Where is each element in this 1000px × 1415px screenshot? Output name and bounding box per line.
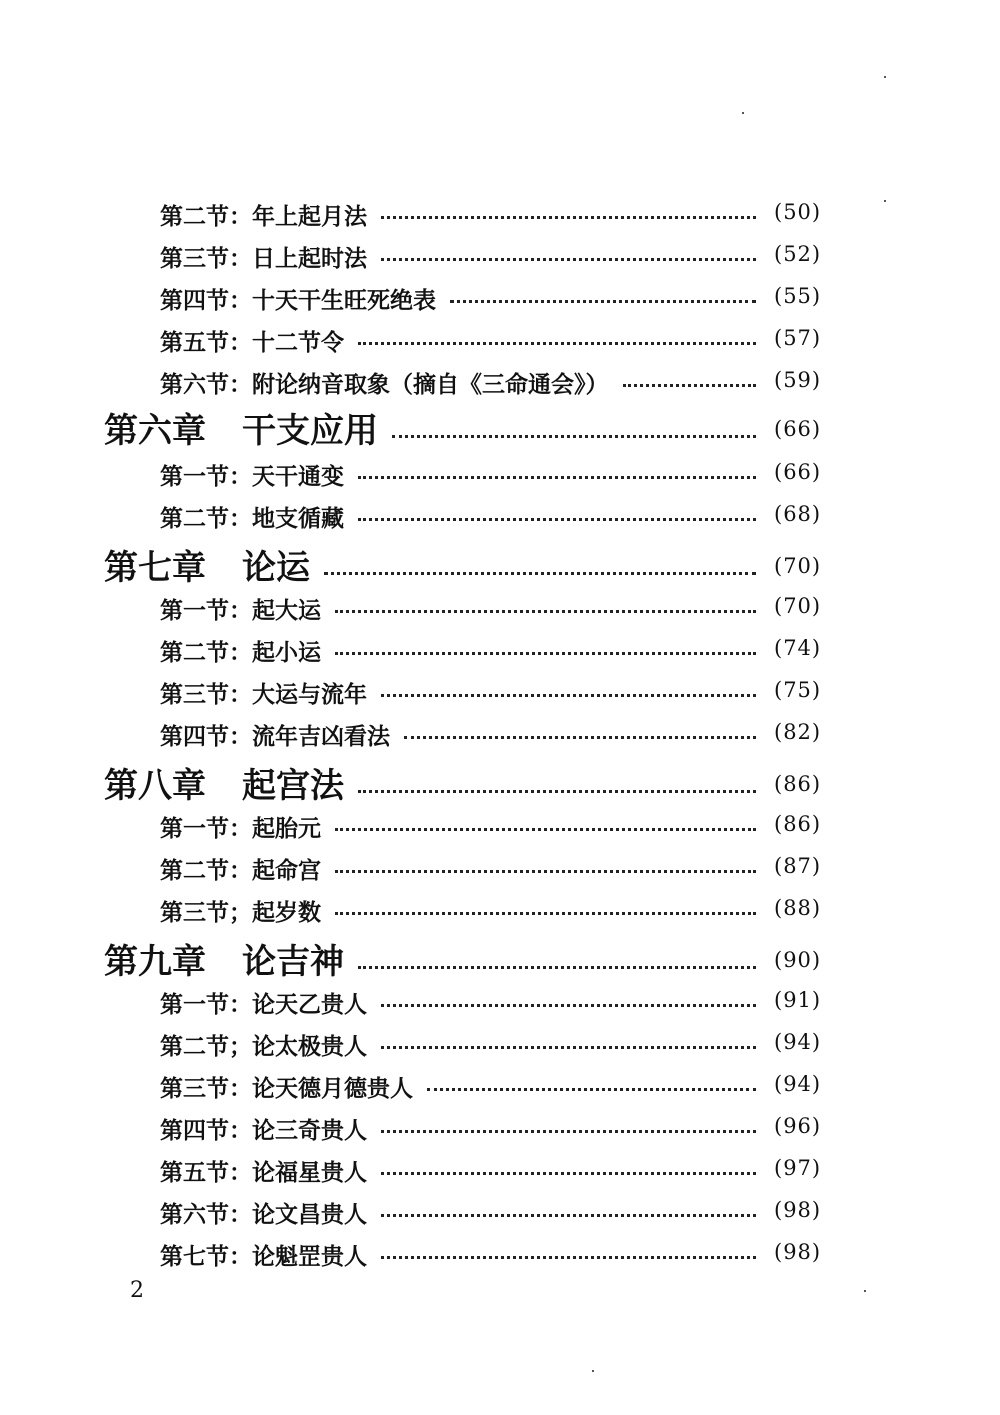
chapter-heading	[104, 758, 344, 807]
chapter-heading	[104, 403, 378, 452]
page-reference: (75)	[774, 678, 822, 702]
leader-dots	[392, 435, 756, 438]
scan-speck	[864, 1290, 866, 1292]
scan-speck	[884, 76, 886, 78]
page-reference: (57)	[774, 326, 822, 350]
leader-dots	[335, 912, 756, 915]
chapter-title: 论吉神	[242, 942, 344, 982]
page-reference: (94)	[774, 1072, 822, 1096]
page-reference: (55)	[774, 284, 822, 308]
section-title: 第五节：论福星贵人	[160, 1160, 367, 1186]
toc-chapter-entry[interactable]	[0, 934, 1000, 982]
section-title: 第五节：十二节令	[160, 330, 344, 356]
section-title: 第二节；论太极贵人	[160, 1034, 367, 1060]
chapter-title: 论运	[242, 548, 310, 588]
section-title: 第一节：起胎元	[160, 816, 321, 842]
page-reference: (82)	[774, 720, 822, 744]
leader-dots	[335, 828, 756, 831]
toc-section-entry[interactable]	[0, 886, 1000, 930]
section-title: 第三节；起岁数	[160, 900, 321, 926]
section-title: 第二节：起命宫	[160, 858, 321, 884]
chapter-title: 干支应用	[242, 411, 378, 451]
toc-section-entry[interactable]	[0, 710, 1000, 754]
chapter-number: 第八章	[104, 766, 206, 806]
leader-dots	[427, 1088, 756, 1091]
section-title: 第六节：论文昌贵人	[160, 1202, 367, 1228]
toc-section-entry[interactable]	[0, 584, 1000, 628]
toc-section-entry[interactable]	[0, 668, 1000, 712]
leader-dots	[335, 652, 756, 655]
section-title: 第四节：十天干生旺死绝表	[160, 288, 436, 314]
toc-chapter-entry[interactable]	[0, 758, 1000, 806]
page-reference: (98)	[774, 1198, 822, 1222]
page-reference: (66)	[774, 417, 822, 441]
leader-dots	[358, 790, 756, 793]
leader-dots	[335, 870, 756, 873]
toc-section-entry[interactable]	[0, 844, 1000, 888]
page-reference: (70)	[774, 554, 822, 578]
section-title: 第一节：论天乙贵人	[160, 992, 367, 1018]
toc-section-entry[interactable]	[0, 274, 1000, 318]
toc-section-entry[interactable]	[0, 978, 1000, 1022]
leader-dots	[381, 1046, 756, 1049]
page-reference: (97)	[774, 1156, 822, 1180]
section-title: 第二节：年上起月法	[160, 204, 367, 230]
toc-section-entry[interactable]	[0, 1188, 1000, 1232]
toc-section-entry[interactable]	[0, 1146, 1000, 1190]
page-reference: (50)	[774, 200, 822, 224]
page-reference: (88)	[774, 896, 822, 920]
leader-dots	[381, 1214, 756, 1217]
section-title: 第三节：大运与流年	[160, 682, 367, 708]
leader-dots	[358, 966, 756, 969]
leader-dots	[358, 518, 756, 521]
toc-section-entry[interactable]	[0, 450, 1000, 494]
toc-section-entry[interactable]	[0, 358, 1000, 402]
section-title: 第四节：论三奇贵人	[160, 1118, 367, 1144]
page-reference: (98)	[774, 1240, 822, 1264]
section-title: 第二节：地支循藏	[160, 506, 344, 532]
page-reference: (52)	[774, 242, 822, 266]
toc-section-entry[interactable]	[0, 1020, 1000, 1064]
toc-section-entry[interactable]	[0, 1230, 1000, 1274]
toc-section-entry[interactable]	[0, 802, 1000, 846]
chapter-heading	[104, 540, 310, 589]
leader-dots	[381, 258, 756, 261]
leader-dots	[450, 300, 756, 303]
section-title: 第三节：日上起时法	[160, 246, 367, 272]
toc-chapter-entry[interactable]	[0, 540, 1000, 588]
toc-section-entry[interactable]	[0, 492, 1000, 536]
page-reference: (68)	[774, 502, 822, 526]
page-reference: (87)	[774, 854, 822, 878]
leader-dots	[335, 610, 756, 613]
toc-section-entry[interactable]	[0, 316, 1000, 360]
page-reference: (70)	[774, 594, 822, 618]
scan-speck	[884, 200, 886, 202]
toc-section-entry[interactable]	[0, 232, 1000, 276]
leader-dots	[381, 1004, 756, 1007]
toc-section-entry[interactable]	[0, 190, 1000, 234]
section-title: 第六节：附论纳音取象（摘自《三命通会》）	[160, 372, 609, 398]
leader-dots	[358, 342, 756, 345]
page-number: 2	[130, 1278, 144, 1303]
page-reference: (66)	[774, 460, 822, 484]
page-reference: (94)	[774, 1030, 822, 1054]
chapter-number: 第七章	[104, 548, 206, 588]
section-title: 第一节：天干通变	[160, 464, 344, 490]
section-title: 第七节：论魁罡贵人	[160, 1244, 367, 1270]
leader-dots	[381, 1256, 756, 1259]
leader-dots	[381, 694, 756, 697]
leader-dots	[381, 1172, 756, 1175]
chapter-heading	[104, 934, 344, 983]
page-reference: (96)	[774, 1114, 822, 1138]
page-reference: (86)	[774, 812, 822, 836]
leader-dots	[623, 384, 756, 387]
leader-dots	[404, 736, 756, 739]
page-reference: (90)	[774, 948, 822, 972]
leader-dots	[324, 572, 756, 575]
scan-speck	[592, 1370, 594, 1372]
section-title: 第四节：流年吉凶看法	[160, 724, 390, 750]
section-title: 第二节：起小运	[160, 640, 321, 666]
page-reference: (91)	[774, 988, 822, 1012]
section-title: 第一节：起大运	[160, 598, 321, 624]
chapter-title: 起宫法	[242, 766, 344, 806]
page-reference: (59)	[774, 368, 822, 392]
section-title: 第三节：论天德月德贵人	[160, 1076, 413, 1102]
leader-dots	[381, 1130, 756, 1133]
leader-dots	[358, 476, 756, 479]
toc-section-entry[interactable]	[0, 1104, 1000, 1148]
toc-chapter-entry[interactable]	[0, 403, 1000, 451]
page-reference: (74)	[774, 636, 822, 660]
scan-speck	[742, 112, 744, 114]
chapter-number: 第六章	[104, 411, 206, 451]
leader-dots	[381, 216, 756, 219]
page-reference: (86)	[774, 772, 822, 796]
toc-section-entry[interactable]	[0, 626, 1000, 670]
toc-section-entry[interactable]	[0, 1062, 1000, 1106]
chapter-number: 第九章	[104, 942, 206, 982]
